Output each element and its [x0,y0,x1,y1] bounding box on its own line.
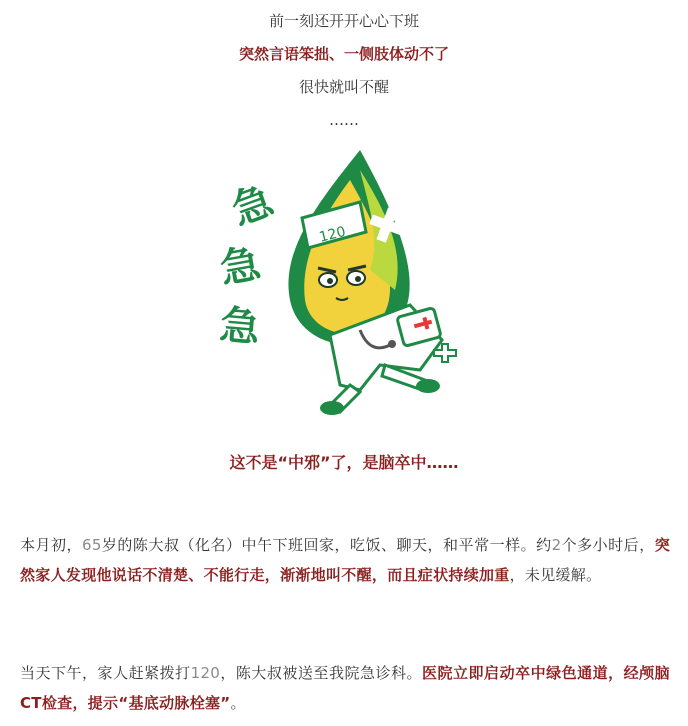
mascot-side-char-3: 急 [217,302,262,352]
intro-line-1: 前一刻还开开心心下班 [268,12,419,30]
paragraph-2 [20,658,670,718]
paragraph-1-age: 65 [82,536,102,554]
paragraph-2-part-3: 。 [230,694,246,712]
emergency-mascot-illustration [210,140,480,420]
mascot-side-char-1: 急 [225,177,280,235]
headline-container [0,452,688,474]
paragraph-1-part-2: 岁的陈大叔（化名）中午下班回家，吃饭、聊天，和平常一样。约 [101,536,552,554]
paragraph-1 [20,530,670,590]
headline: 这不是“中邪”了，是脑卒中…… [223,452,464,474]
mascot-cap-text: 120 [317,223,348,246]
mascot-svg [210,140,480,420]
paragraph-2-part-2: ，陈大叔被送至我院急诊科。 [220,664,423,682]
paragraph-1-part-1: 本月初， [20,536,83,554]
paragraph-1-part-4: ，未见缓解。 [509,566,602,584]
paragraph-1-hours: 2 [551,536,562,554]
paragraph-2-phone: 120 [190,664,221,682]
intro-ellipsis: …… [329,111,359,129]
paragraph-2-emphasis: 医院立即启动卒中绿色通道，经颅脑CT检查，提示“基底动脉栓塞” [20,664,670,712]
mascot-side-char-2: 急 [216,240,265,294]
paragraph-2-part-1: 当天下午，家人赶紧拨打 [20,664,191,682]
intro-line-2: 突然言语笨拙、一侧肢体动不了 [238,45,449,63]
paragraph-1-emphasis: 突然家人发现他说话不清楚、不能行走，渐渐地叫不醒，而且症状持续加重 [20,536,671,584]
intro-line-3: 很快就叫不醒 [298,78,389,96]
paragraph-1-part-3: 个多小时后， [561,536,655,554]
